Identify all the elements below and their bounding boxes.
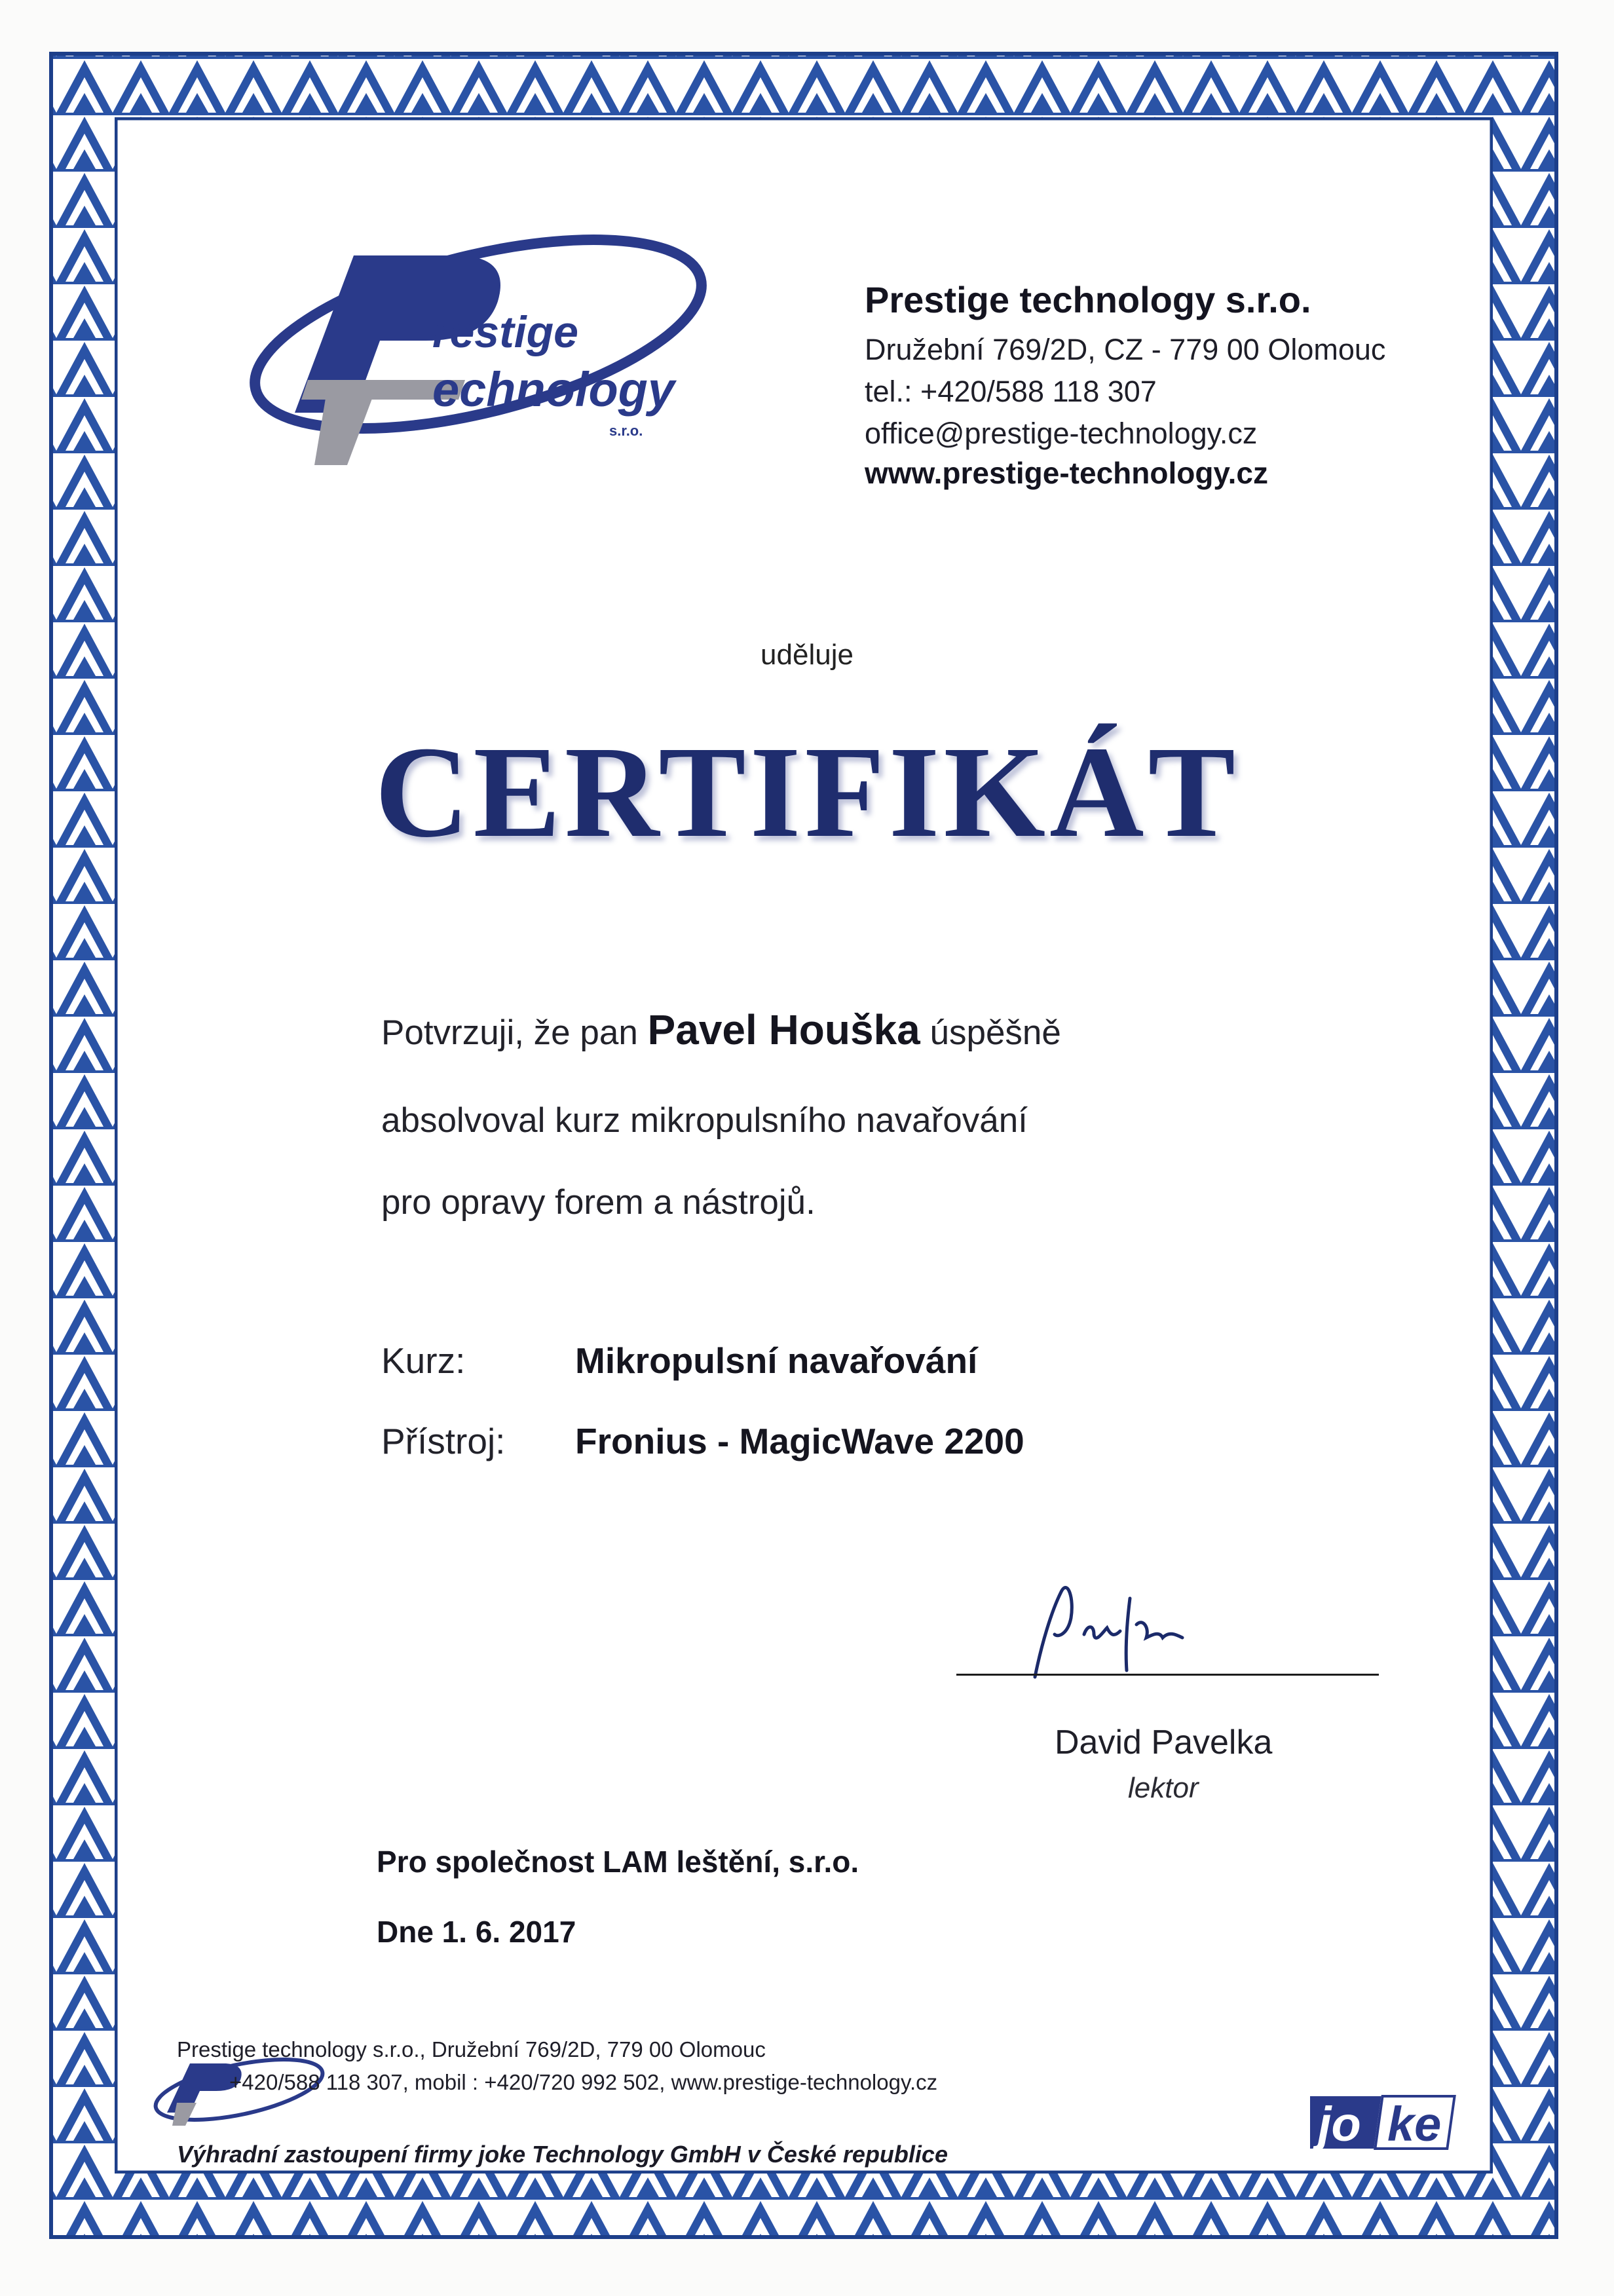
body-line-3: pro opravy forem a nástrojů. xyxy=(381,1183,816,1222)
certificate-title: CERTIFIKÁT xyxy=(375,720,1239,865)
footer-line-1: Prestige technology s.r.o., Družební 769/2D, 779 00 Olomouc xyxy=(177,2037,766,2061)
company-web: www.prestige-technology.cz xyxy=(865,456,1268,490)
signature-line xyxy=(956,1674,1379,1676)
signatory-name: David Pavelka xyxy=(1055,1723,1273,1761)
joke-logo-part2: ke xyxy=(1387,2097,1442,2151)
device-label: Přístroj: xyxy=(381,1421,506,1461)
grants-text: uděluje xyxy=(760,639,854,671)
course-value: Mikropulsní navařování xyxy=(575,1340,978,1381)
course-label: Kurz: xyxy=(381,1340,466,1381)
device-value: Fronius - MagicWave 2200 xyxy=(575,1421,1024,1461)
signatory-role: lektor xyxy=(1128,1772,1199,1804)
company-address: Družební 769/2D, CZ - 779 00 Olomouc xyxy=(865,333,1386,366)
logo-word-prestige: restige xyxy=(432,307,578,357)
recipient-name: Pavel Houška xyxy=(647,1006,920,1053)
issue-date: Dne 1. 6. 2017 xyxy=(377,1915,576,1949)
body-prefix: Potvrzuji, že pan xyxy=(381,1013,638,1052)
signature xyxy=(1022,1572,1231,1684)
for-company: Pro společnost LAM leštění, s.r.o. xyxy=(377,1845,859,1879)
joke-logo xyxy=(1310,2090,1461,2162)
body-line-1 xyxy=(381,1006,1061,1054)
joke-logo-part1: jo xyxy=(1318,2097,1361,2151)
body-suffix: úspěšně xyxy=(929,1013,1061,1052)
prestige-technology-logo xyxy=(216,216,740,491)
footer-exclusive: Výhradní zastoupení firmy joke Technology GmbH v České republice xyxy=(177,2141,948,2168)
logo-word-technology: echnology xyxy=(432,362,675,417)
company-email: office@prestige-technology.cz xyxy=(865,417,1258,450)
footer-line-2: +420/588 118 307, mobil : +420/720 992 502, www.prestige-technology.cz xyxy=(229,2070,938,2094)
company-name: Prestige technology s.r.o. xyxy=(865,279,1311,320)
body-line-2: absolvoval kurz mikropulsního navařování xyxy=(381,1101,1028,1140)
company-phone: tel.: +420/588 118 307 xyxy=(865,375,1157,408)
logo-suffix: s.r.o. xyxy=(609,423,643,439)
